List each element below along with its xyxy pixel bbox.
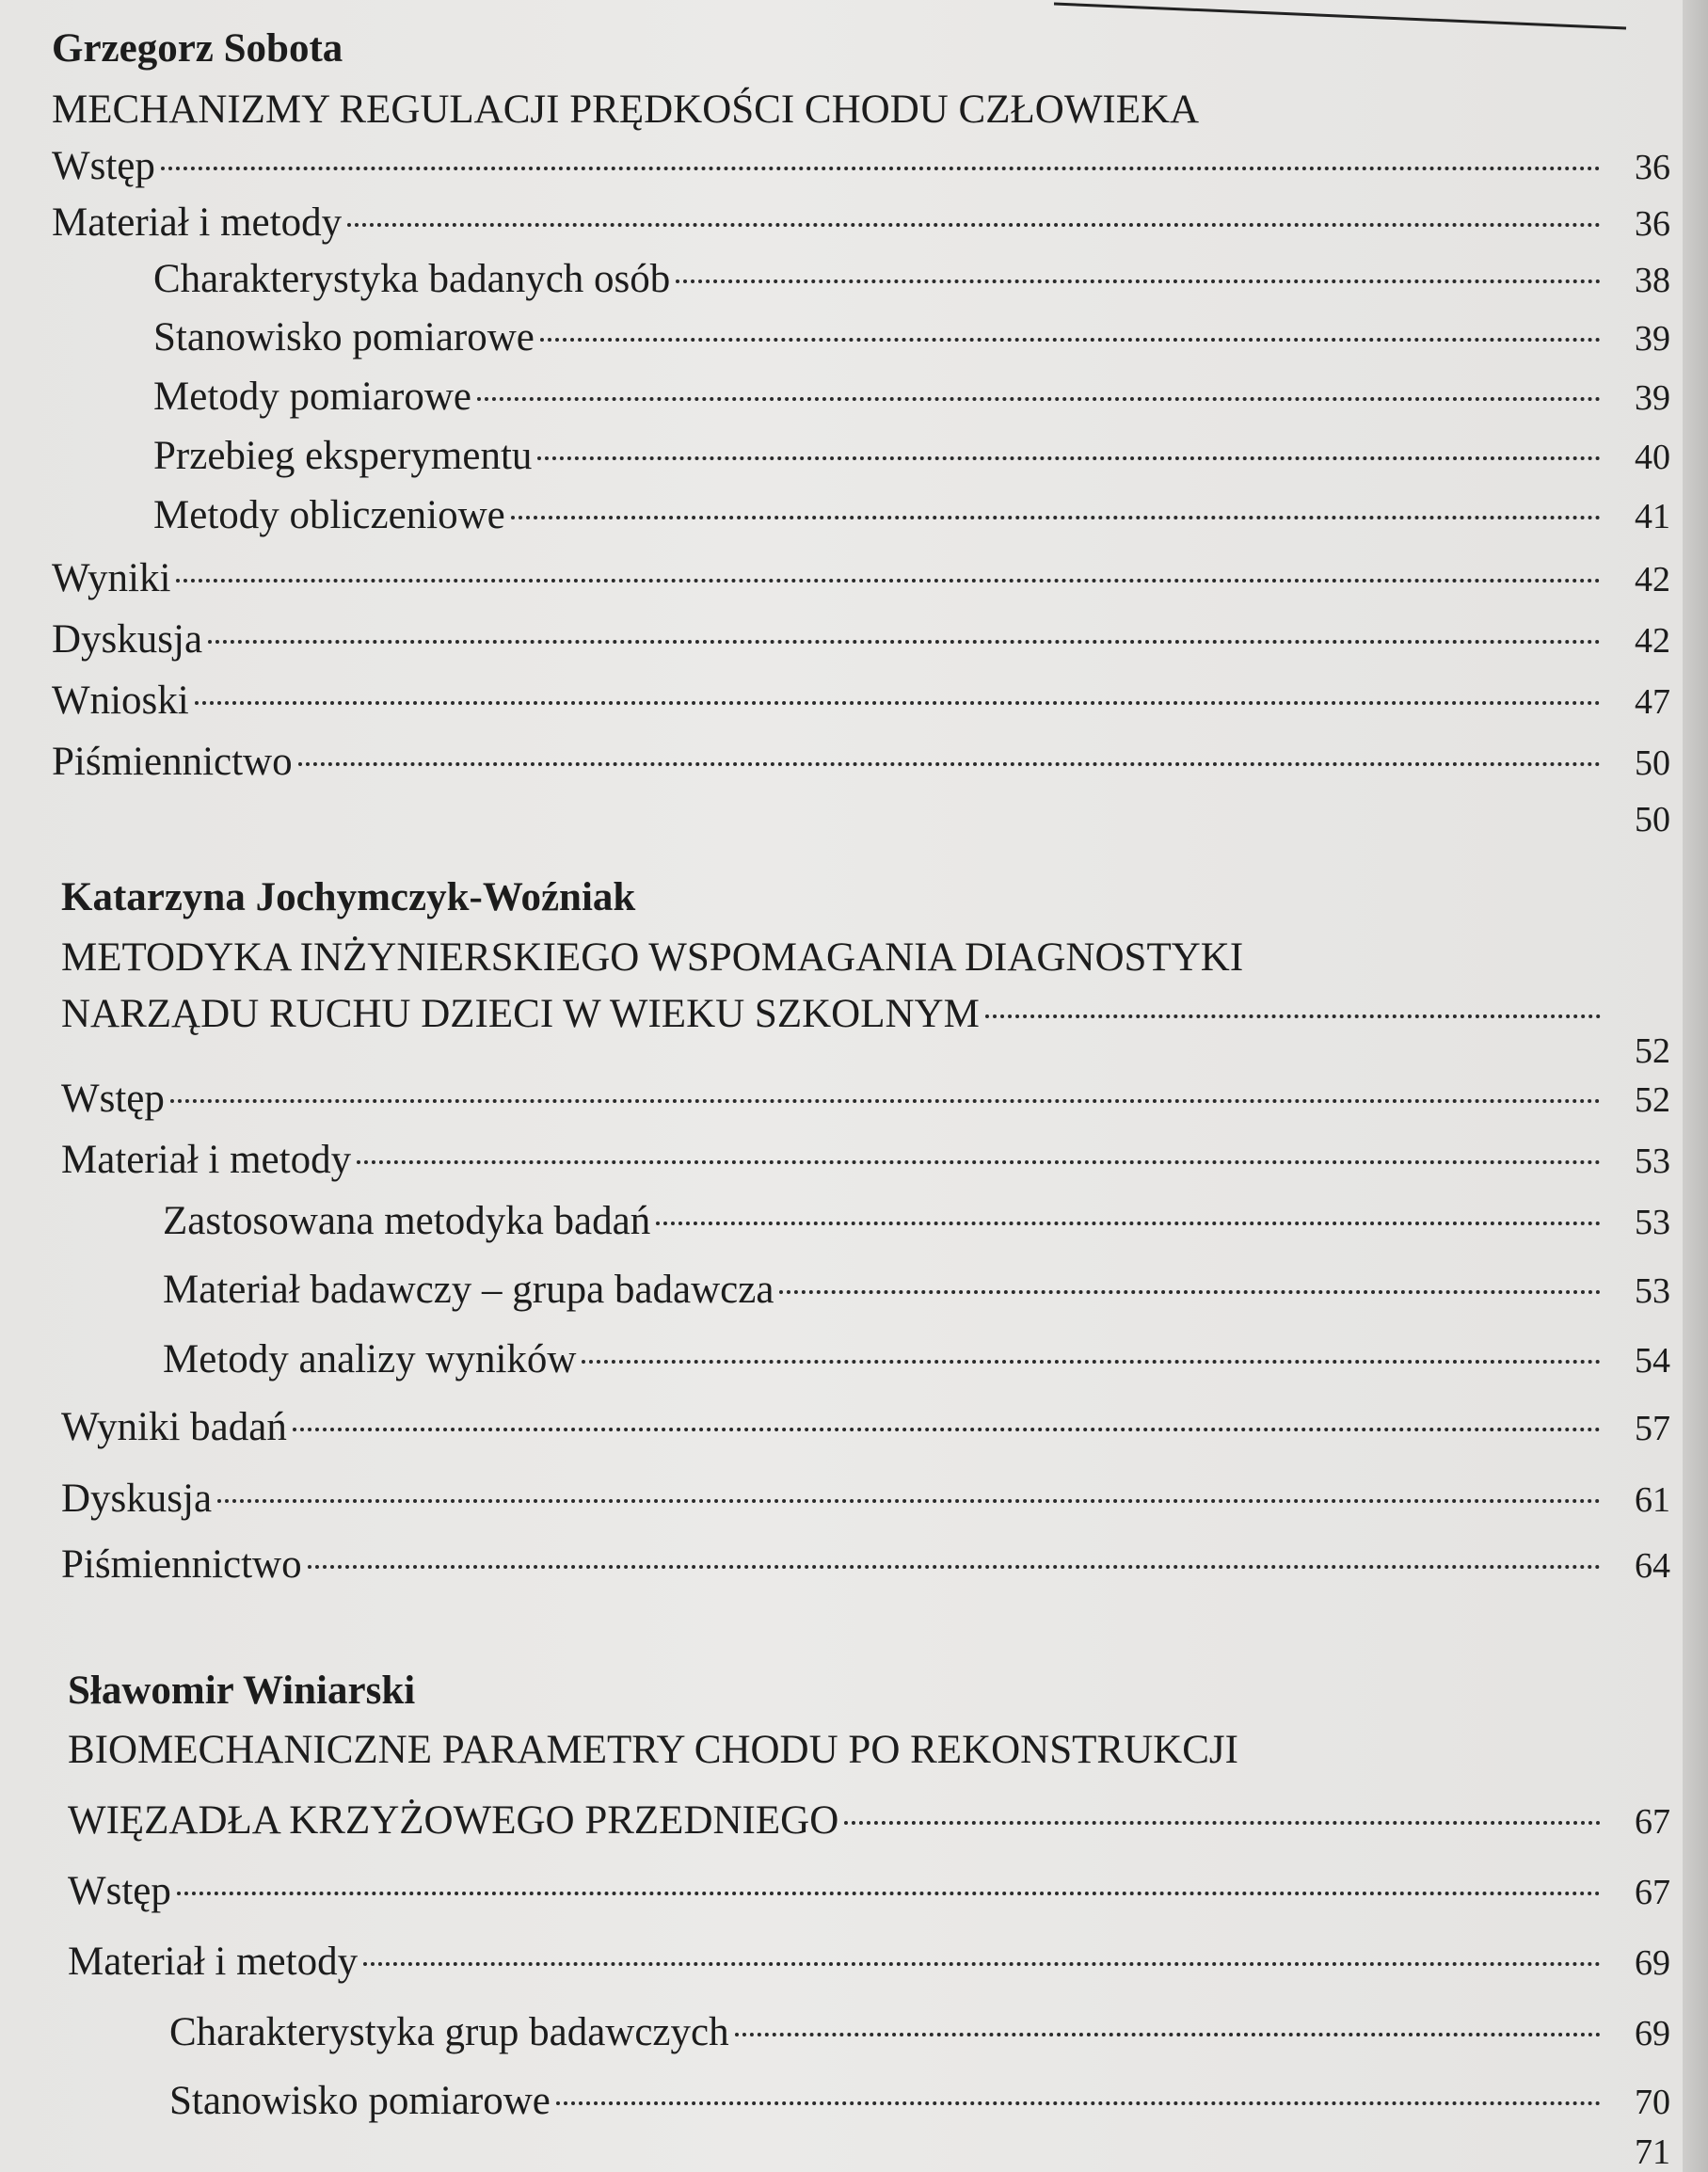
section-title-line xyxy=(61,991,1670,1071)
toc-entry-label: Charakterystyka grup badawczych xyxy=(169,2010,729,2054)
toc-entry-label: Stanowisko pomiarowe xyxy=(169,2079,551,2123)
section-title: BIOMECHANICZNE PARAMETRY CHODU PO REKONSTRUKCJI xyxy=(68,1728,1238,1772)
dot-leader xyxy=(357,1160,1601,1164)
toc-subentry xyxy=(52,492,1670,539)
dot-leader xyxy=(347,223,1601,227)
toc-entry-page: 69 xyxy=(1635,2014,1670,2053)
toc-entry-page: 38 xyxy=(1635,261,1670,300)
toc-entry xyxy=(68,1939,1670,1986)
toc-entry-page: 61 xyxy=(1635,1480,1670,1520)
toc-entry xyxy=(52,678,1670,725)
section-title: WIĘZADŁA KRZYŻOWEGO PRZEDNIEGO xyxy=(68,1798,839,1843)
dot-leader xyxy=(217,1499,1601,1503)
toc-entry-label: Metody pomiarowe xyxy=(153,375,471,419)
toc-entry-label: Piśmiennictwo xyxy=(61,1542,302,1587)
toc-entry-page: 50 xyxy=(1635,743,1670,783)
dot-leader xyxy=(293,1428,1601,1431)
toc-entry-page: 36 xyxy=(1635,148,1670,187)
toc-entry-label: Materiał i metody xyxy=(61,1138,352,1182)
toc-entry-page: 67 xyxy=(1635,1873,1670,1912)
toc-entry-label: Metody analizy wyników xyxy=(163,1337,577,1381)
toc-subentry xyxy=(68,2078,1670,2125)
dot-leader xyxy=(177,1892,1601,1895)
toc-entry xyxy=(61,1076,1670,1123)
toc-entry-label: Wyniki badań xyxy=(61,1405,287,1449)
toc-entry-page: 57 xyxy=(1635,1409,1670,1448)
toc-subentry xyxy=(68,2009,1670,2056)
toc-entry-label: Metody obliczeniowe xyxy=(153,493,505,537)
dot-leader xyxy=(195,701,1601,705)
toc-subentry xyxy=(52,433,1670,480)
toc-entry-page: 54 xyxy=(1635,1341,1670,1381)
dot-leader xyxy=(779,1290,1601,1294)
toc-entry xyxy=(52,616,1670,663)
toc-entry xyxy=(61,1137,1670,1184)
toc-entry-page: 53 xyxy=(1635,1203,1670,1242)
section-title-line xyxy=(68,1797,1670,1845)
dot-leader xyxy=(363,1962,1601,1966)
toc-entry-label: Materiał i metody xyxy=(52,200,343,245)
toc-subentry xyxy=(52,374,1670,421)
toc-subentry xyxy=(52,256,1670,303)
dot-leader xyxy=(735,2033,1601,2036)
toc-entry xyxy=(68,1868,1670,1915)
dot-leader xyxy=(540,338,1601,342)
toc-entry-page: 53 xyxy=(1635,1271,1670,1311)
toc-entry-label: Piśmiennictwo xyxy=(52,740,293,784)
dot-leader xyxy=(985,1014,1601,1018)
dot-leader xyxy=(176,579,1601,583)
toc-entry-label: Przebieg eksperymentu xyxy=(153,434,533,478)
toc-entry-page: 53 xyxy=(1635,1142,1670,1181)
toc-entry xyxy=(61,1476,1670,1523)
toc-entry-label: Zastosowana metodyka badań xyxy=(163,1199,651,1243)
toc-entry-page: 40 xyxy=(1635,438,1670,477)
toc-trailing-page: 50 xyxy=(1635,800,1670,839)
toc-entry-label: Wstęp xyxy=(68,1869,171,1913)
toc-subentry xyxy=(61,1198,1670,1245)
toc-entry-label: Stanowisko pomiarowe xyxy=(153,315,535,359)
dot-leader xyxy=(582,1360,1601,1364)
toc-entry xyxy=(52,143,1670,190)
section-title-page: 52 xyxy=(1635,1031,1670,1071)
toc-entry-page: 39 xyxy=(1635,378,1670,418)
toc-entry-label: Wyniki xyxy=(52,556,171,600)
dot-leader xyxy=(844,1821,1601,1825)
toc-entry xyxy=(52,200,1670,247)
toc-entry-label: Dyskusja xyxy=(52,617,203,662)
toc-entry xyxy=(61,1404,1670,1451)
dot-leader xyxy=(511,516,1601,519)
toc-trailing-page: 71 xyxy=(1635,2132,1670,2172)
toc-entry-page: 52 xyxy=(1635,1080,1670,1120)
dot-leader xyxy=(656,1222,1601,1225)
section-author: Grzegorz Sobota xyxy=(52,26,343,71)
section-title: METODYKA INŻYNIERSKIEGO WSPOMAGANIA DIAGNOSTYKI xyxy=(61,935,1244,980)
toc-entry-page: 64 xyxy=(1635,1546,1670,1586)
toc-entry-label: Materiał badawczy – grupa badawcza xyxy=(163,1268,774,1312)
toc-entry-label: Materiał i metody xyxy=(68,1940,359,1984)
toc-entry-label: Dyskusja xyxy=(61,1477,213,1521)
toc-entry xyxy=(52,555,1670,602)
toc-subentry xyxy=(61,1267,1670,1314)
toc-entry-page: 41 xyxy=(1635,497,1670,536)
section-title-page: 67 xyxy=(1635,1802,1670,1842)
dot-leader xyxy=(208,640,1601,644)
toc-entry-page: 42 xyxy=(1635,560,1670,599)
toc-entry xyxy=(61,1541,1670,1589)
toc-entry-page: 39 xyxy=(1635,319,1670,359)
toc-entry-page: 42 xyxy=(1635,621,1670,661)
dot-leader xyxy=(676,279,1601,283)
dot-leader xyxy=(161,167,1601,170)
toc-entry-page: 69 xyxy=(1635,1943,1670,1983)
toc-entry-label: Wstęp xyxy=(52,144,155,188)
dot-leader xyxy=(537,456,1601,460)
dot-leader xyxy=(477,397,1601,401)
toc-entry-label: Charakterystyka badanych osób xyxy=(153,257,671,301)
toc-entry xyxy=(52,739,1670,786)
section-author: Katarzyna Jochymczyk-Woźniak xyxy=(61,875,636,919)
section-title: NARZĄDU RUCHU DZIECI W WIEKU SZKOLNYM xyxy=(61,992,980,1036)
toc-entry-page: 36 xyxy=(1635,204,1670,244)
dot-leader xyxy=(308,1565,1601,1569)
section-title: MECHANIZMY REGULACJI PRĘDKOŚCI CHODU CZŁOWIEKA xyxy=(52,88,1200,132)
toc-entry-label: Wnioski xyxy=(52,679,189,723)
toc-entry-label: Wstęp xyxy=(61,1077,165,1121)
dot-leader xyxy=(298,762,1601,766)
section-author: Sławomir Winiarski xyxy=(68,1669,416,1713)
dot-leader xyxy=(556,2101,1601,2105)
toc-entry-page: 47 xyxy=(1635,682,1670,722)
toc-entry-page: 70 xyxy=(1635,2083,1670,2122)
toc-subentry xyxy=(61,1336,1670,1383)
toc-subentry xyxy=(52,314,1670,361)
dot-leader xyxy=(170,1099,1601,1103)
